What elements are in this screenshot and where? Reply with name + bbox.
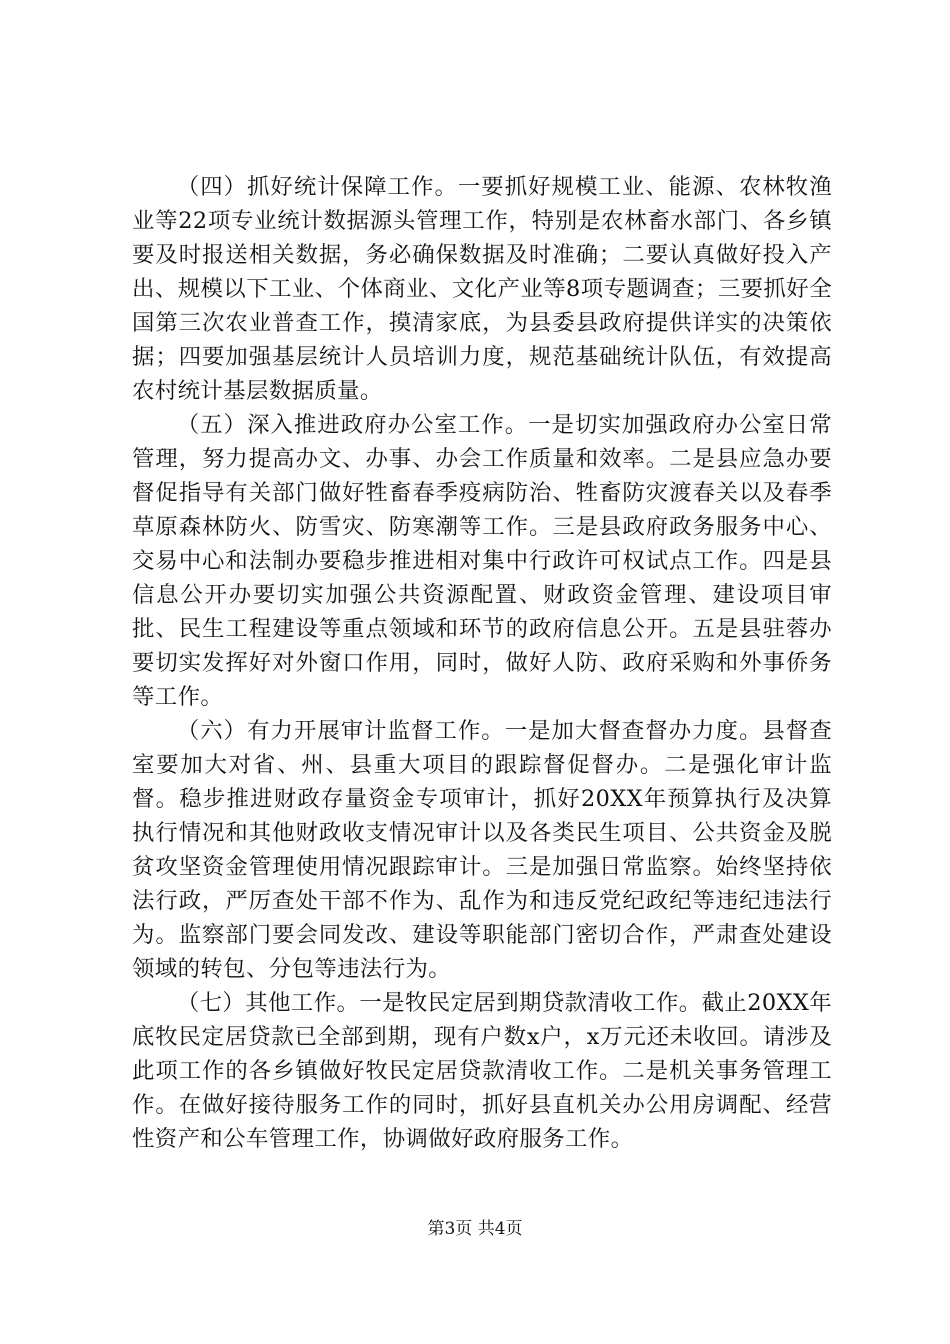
paragraph-audit-supervision: （六）有力开展审计监督工作。一是加大督查督办力度。县督查室要加大对省、州、县重大项目的跟踪督促督办。二是强化审计监督。稳步推进财政存量资金专项审计，抓好20XX年预算执行及决算执行情况和其他财政收支情况审计以及各类民生项目、公共资金及脱贫攻坚资金管理使用情况跟踪审计。三是加强日常监察。始终坚持依法行政，严厉查处干部不作为、乱作为和违反党纪政纪等违纪违法行为。监察部门要会同发改、建设等职能部门密切合作，严肃查处建设领域的转包、分包等违法行为。 xyxy=(132,718,832,982)
paragraph-statistics: （四）抓好统计保障工作。一要抓好规模工业、能源、农林牧渔业等22项专业统计数据源头管理工作，特别是农林畜水部门、各乡镇要及时报送相关数据，务必确保数据及时准确；二要认真做好投入产出、规模以下工业、个体商业、文化产业等8项专题调查；三要抓好全国第三次农业普查工作，摸清家底，为县委县政府提供详实的决策依据；四要加强基层统计人员培训力度，规范基础统计队伍，有效提高农村统计基层数据质量。 xyxy=(132,174,832,404)
document-body xyxy=(132,170,832,1156)
paragraph-other-work: （七）其他工作。一是牧民定居到期贷款清收工作。截止20XX年底牧民定居贷款已全部到期，现有户数x户，x万元还未收回。请涉及此项工作的各乡镇做好牧民定居贷款清收工作。二是机关事务管理工作。在做好接待服务工作的同时，抓好县直机关办公用房调配、经营性资产和公车管理工作，协调做好政府服务工作。 xyxy=(132,990,832,1152)
page-number-footer: 第3页 共4页 xyxy=(427,1219,523,1239)
paragraph-government-office: （五）深入推进政府办公室工作。一是切实加强政府办公室日常管理，努力提高办文、办事、办会工作质量和效率。二是县应急办要督促指导有关部门做好牲畜春季疫病防治、牲畜防灾渡春关以及春季草原森林防火、防雪灾、防寒潮等工作。三是县政府政务服务中心、交易中心和法制办要稳步推进相对集中行政许可权试点工作。四是县信息公开办要切实加强公共资源配置、财政资金管理、建设项目审批、民生工程建设等重点领域和环节的政府信息公开。五是县驻蓉办要切实发挥好对外窗口作用，同时，做好人防、政府采购和外事侨务等工作。 xyxy=(132,412,832,710)
